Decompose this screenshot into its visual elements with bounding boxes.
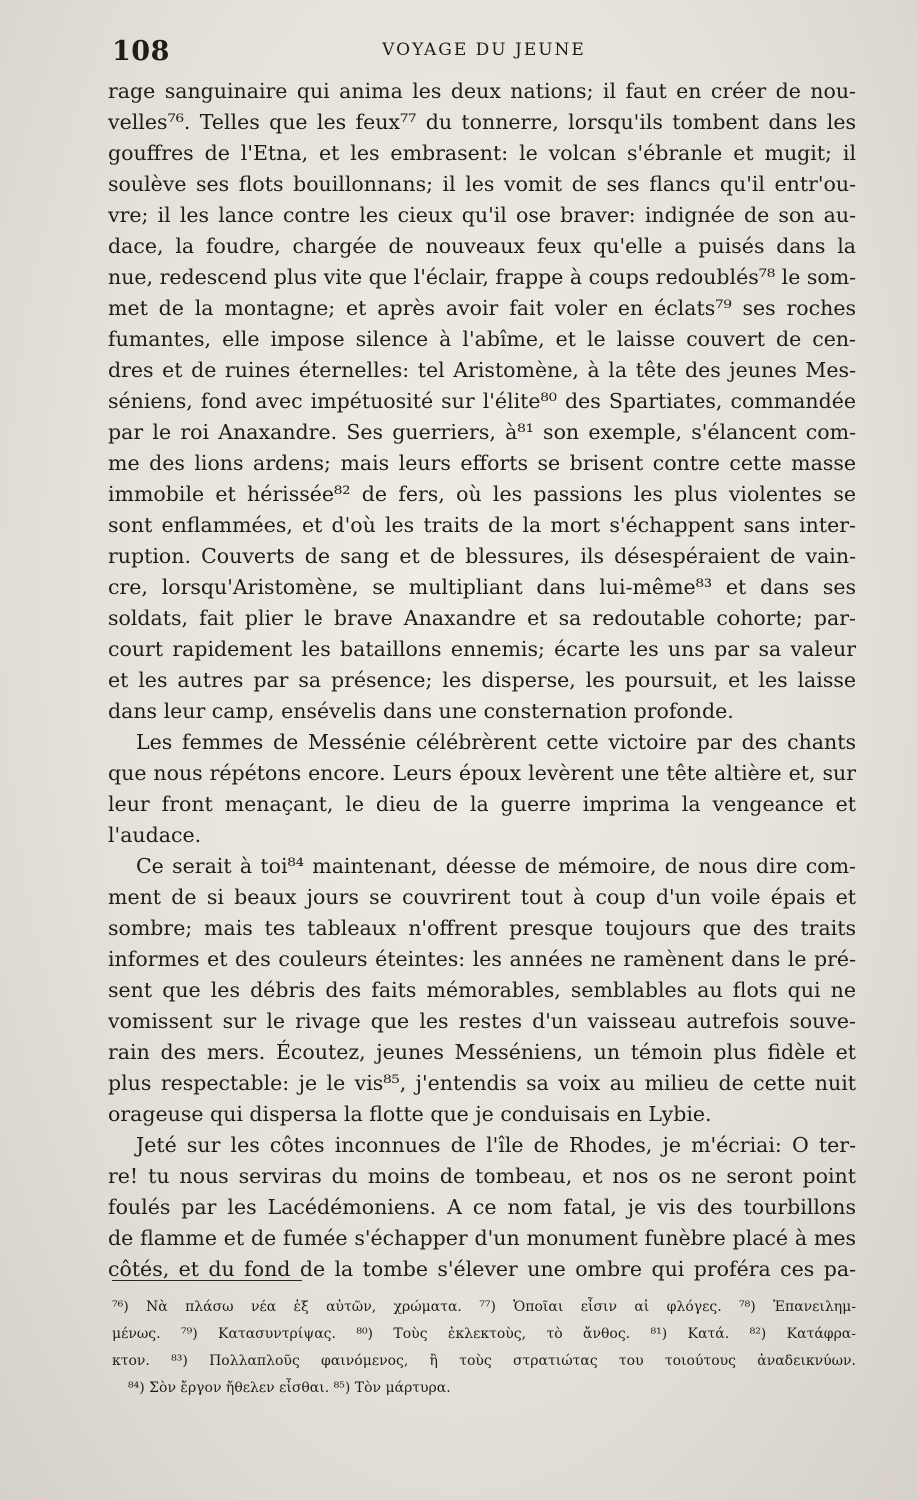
body-line: sont enflammées, et d'où les traits de la mort s'échappent sans inter- [108, 513, 856, 537]
running-title: VOYAGE DU JEUNE [382, 40, 586, 60]
body-line: par le roi Anaxandre. Ses guerriers, à⁸¹ son exemple, s'élancent com- [108, 420, 856, 444]
body-line: sombre; mais tes tableaux n'offrent presque toujours que des traits [108, 916, 856, 940]
paragraph-start-line: Jeté sur les côtes inconnues de l'île de Rhodes, je m'écriai: O ter- [136, 1133, 856, 1157]
body-line: dace, la foudre, chargée de nouveaux feux qu'elle a puisés dans la [108, 234, 856, 258]
body-line: plus respectable: je le vis⁸⁵, j'entendis sa voix au milieu de cette nuit [108, 1071, 856, 1095]
body-line: cre, lorsqu'Aristomène, se multipliant dans lui-même⁸³ et dans ses [108, 575, 856, 599]
body-line: ment de si beaux jours se couvrirent tout à coup d'un voile épais et [108, 885, 856, 909]
footnote-line: κτον. ⁸³) Πολλαπλοῦς φαινόμενος, ἢ τοὺς στρατιώτας του τοιούτους ἀναδεικνύων. [112, 1353, 856, 1369]
body-line: court rapidement les bataillons ennemis; écarte les uns par sa valeur [108, 637, 856, 661]
body-line: leur front menaçant, le dieu de la guerre imprima la vengeance et [108, 792, 856, 816]
body-line: de flamme et de fumée s'échapper d'un monument funèbre placé à mes [108, 1226, 856, 1250]
body-line: re! tu nous serviras du moins de tombeau, et nos os ne seront point [108, 1164, 856, 1188]
body-line: l'audace. [108, 823, 202, 847]
body-line: soulève ses flots bouillonnans; il les vomit de ses flancs qu'il entr'ou- [108, 172, 856, 196]
body-line: côtés, et du fond de la tombe s'élever une ombre qui proféra ces pa- [108, 1257, 856, 1281]
paragraph-start-line: Ce serait à toi⁸⁴ maintenant, déesse de mémoire, de nous dire com- [136, 854, 856, 878]
body-line: velles⁷⁶. Telles que les feux⁷⁷ du tonnerre, lorsqu'ils tombent dans les [108, 110, 856, 134]
body-line: soldats, fait plier le brave Anaxandre et sa redoutable cohorte; par- [108, 606, 856, 630]
body-line: met de la montagne; et après avoir fait voler en éclats⁷⁹ ses roches [108, 296, 856, 320]
body-line: que nous répétons encore. Leurs époux levèrent une tête altière et, sur [108, 761, 856, 785]
page-number: 108 [112, 36, 170, 67]
body-line: vomissent sur le rivage que les restes d'un vaisseau autrefois souve- [108, 1009, 856, 1033]
paragraph-start-line: Les femmes de Messénie célébrèrent cette victoire par des chants [136, 730, 856, 754]
footnote-line: ⁷⁶) Νὰ πλάσω νέα ἐξ αὐτῶν, χρώματα. ⁷⁷) Ὁποῖαι εἶσιν αἱ φλόγες. ⁷⁸) Ἐπανειλημ- [112, 1299, 856, 1315]
body-line: immobile et hérissée⁸² de fers, où les passions les plus violentes se [108, 482, 856, 506]
body-line: et les autres par sa présence; les disperse, les poursuit, et les laisse [108, 668, 856, 692]
body-line: me des lions ardens; mais leurs efforts se brisent contre cette masse [108, 451, 856, 475]
footnote-line: ⁸⁴) Σὸν ἔργον ἤθελεν εἶσθαι. ⁸⁵) Τὸν μάρτυρα. [128, 1380, 451, 1396]
footnote-rule [112, 1280, 302, 1281]
footnotes [112, 1294, 856, 1402]
body-line: orageuse qui dispersa la flotte que je conduisais en Lybie. [108, 1102, 712, 1126]
body-line: informes et des couleurs éteintes: les années ne ramènent dans le pré- [108, 947, 856, 971]
body-line: gouffres de l'Etna, et les embrasent: le volcan s'ébranle et mugit; il [108, 141, 856, 165]
footnote-line: μένως. ⁷⁹) Κατασυντρίψας. ⁸⁰) Τοὺς ἐκλεκτοὺς, τὸ ἄνθος. ⁸¹) Κατά. ⁸²) Κατάφρα- [112, 1326, 856, 1342]
body-line: sent que les débris des faits mémorables, semblables au flots qui ne [108, 978, 856, 1002]
body-line: foulés par les Lacédémoniens. A ce nom fatal, je vis des tourbillons [108, 1195, 856, 1219]
body-text [108, 76, 856, 1285]
body-line: rage sanguinaire qui anima les deux nations; il faut en créer de nou- [108, 79, 856, 103]
body-line: fumantes, elle impose silence à l'abîme, et le laisse couvert de cen- [108, 327, 856, 351]
body-line: nue, redescend plus vite que l'éclair, frappe à coups redoublés⁷⁸ le som- [108, 265, 856, 289]
body-line: vre; il les lance contre les cieux qu'il ose braver: indignée de son au- [108, 203, 856, 227]
body-line: dans leur camp, ensévelis dans une consternation profonde. [108, 699, 734, 723]
body-line: ruption. Couverts de sang et de blessures, ils désespéraient de vain- [108, 544, 856, 568]
body-line: dres et de ruines éternelles: tel Aristomène, à la tête des jeunes Mes- [108, 358, 856, 382]
running-head [112, 36, 856, 66]
body-line: séniens, fond avec impétuosité sur l'élite⁸⁰ des Spartiates, commandée [108, 389, 856, 413]
body-line: rain des mers. Écoutez, jeunes Messéniens, un témoin plus fidèle et [108, 1040, 856, 1064]
